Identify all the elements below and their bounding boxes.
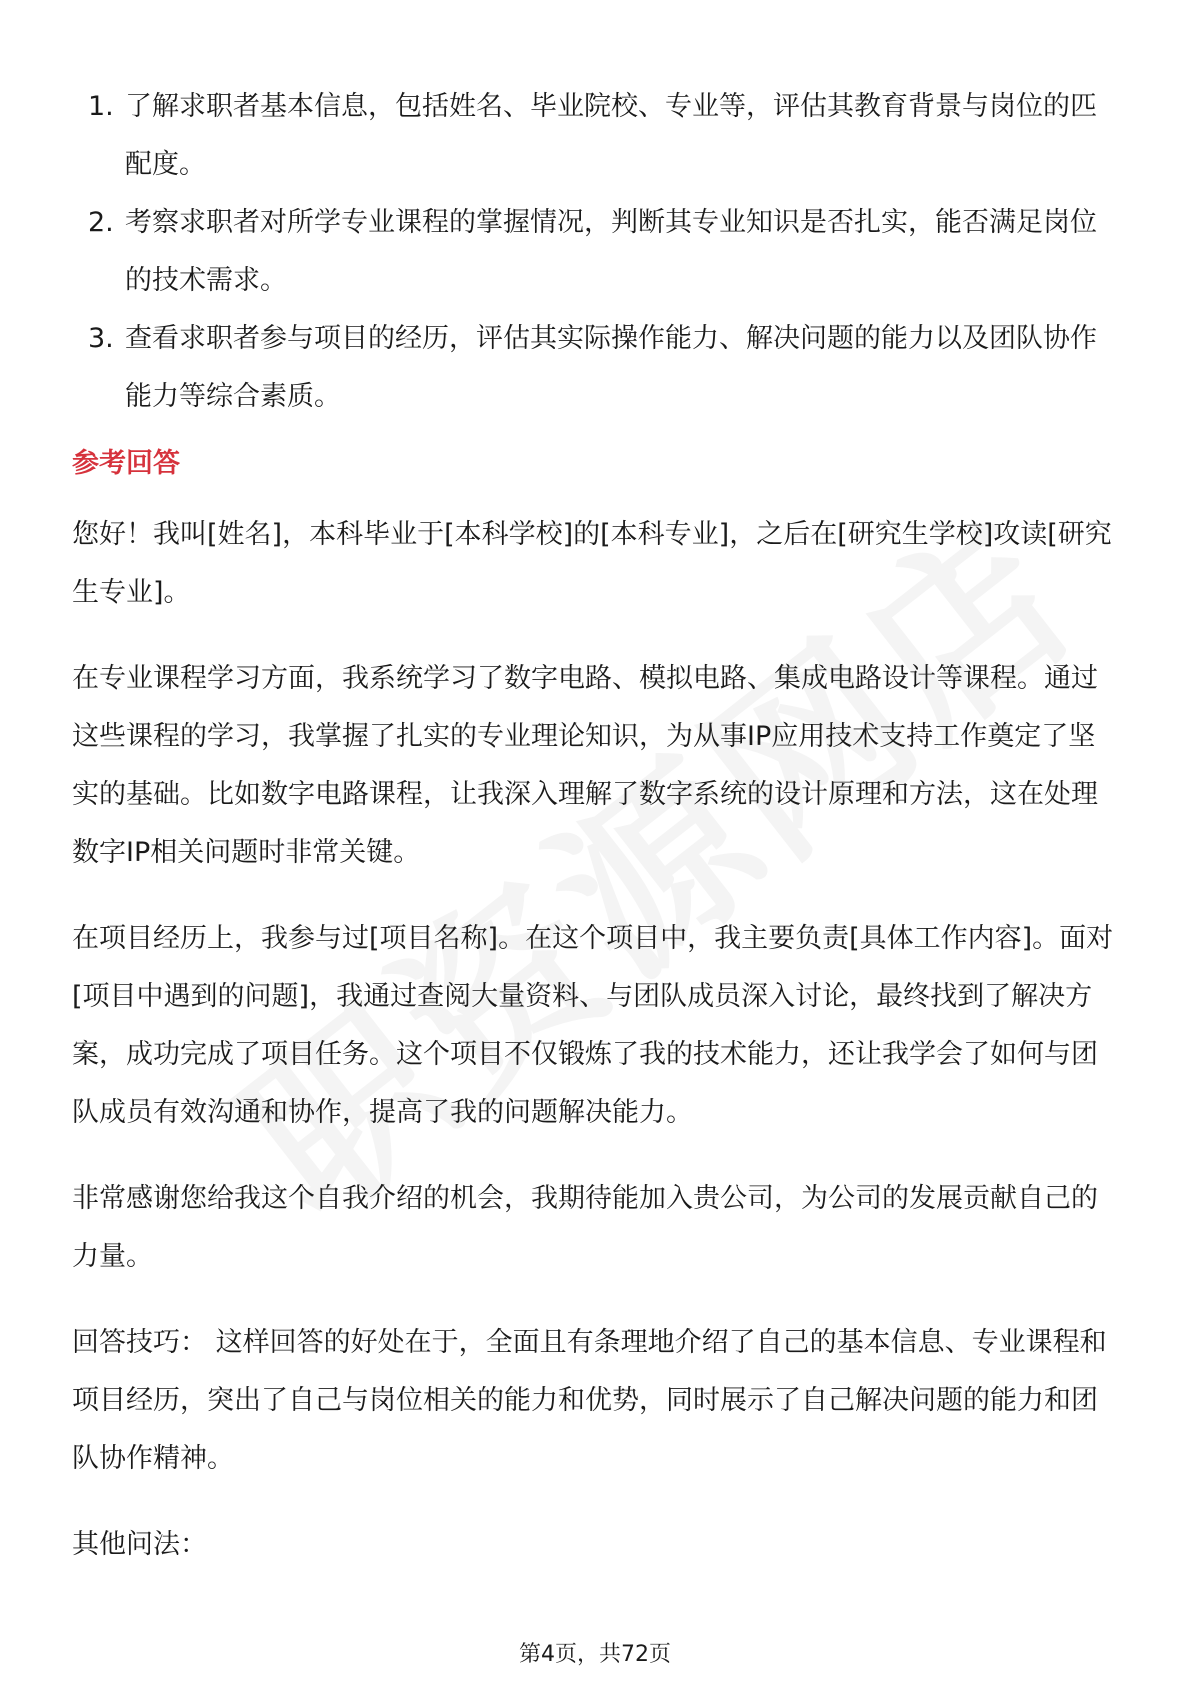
project-paragraph: 在项目经历上，我参与过[项目名称]。在这个项目中，我主要负责[具体工作内容]。面对[项目中遇到的问题]，我通过查阅大量资料、与团队成员深入讨论，最终找到了解决方案，成功完成了项目任务。这个项目不仅锻炼了我的技术能力，还让我学会了如何与团队成员有效沟通和协作，提高了我的问题解决能力。 [72,923,1114,1128]
answer-heading: 参考回答 [72,448,180,479]
goal-list [72,78,1122,426]
list-item-text: 查看求职者参与项目的经历，评估其实际操作能力、解决问题的能力以及团队协作能力等综合素质。 [125,323,1097,412]
list-item [72,194,1122,310]
list-item-text: 考察求职者对所学专业课程的掌握情况，判断其专业知识是否扎实，能否满足岗位的技术需求。 [125,207,1097,296]
courses-paragraph: 在专业课程学习方面，我系统学习了数字电路、模拟电路、集成电路设计等课程。通过这些课程的学习，我掌握了扎实的专业理论知识，为从事IP应用技术支持工作奠定了坚实的基础。比如数字电路课程，让我深入理解了数字系统的设计原理和方法，这在处理数字IP相关问题时非常关键。 [72,663,1098,868]
list-item [72,310,1122,426]
page-content [72,78,1122,1602]
page-number: 第4页，共72页 [519,1642,671,1667]
other-questions-label: 其他问法： [72,1529,207,1560]
intro-paragraph: 您好！我叫[姓名]，本科毕业于[本科学校]的[本科专业]，之后在[研究生学校]攻读[研究生专业]。 [72,519,1112,608]
list-number: 2. [88,207,114,238]
list-item [72,78,1122,194]
list-number: 1. [88,91,114,122]
list-item-text: 了解求职者基本信息，包括姓名、毕业院校、专业等，评估其教育背景与岗位的匹配度。 [125,91,1097,180]
closing-paragraph: 非常感谢您给我这个自我介绍的机会，我期待能加入贵公司，为公司的发展贡献自己的力量。 [72,1183,1098,1272]
tips-paragraph: 回答技巧： 这样回答的好处在于，全面且有条理地介绍了自己的基本信息、专业课程和项目经历，突出了自己与岗位相关的能力和优势，同时展示了自己解决问题的能力和团队协作精神。 [72,1327,1107,1474]
list-number: 3. [88,323,114,354]
